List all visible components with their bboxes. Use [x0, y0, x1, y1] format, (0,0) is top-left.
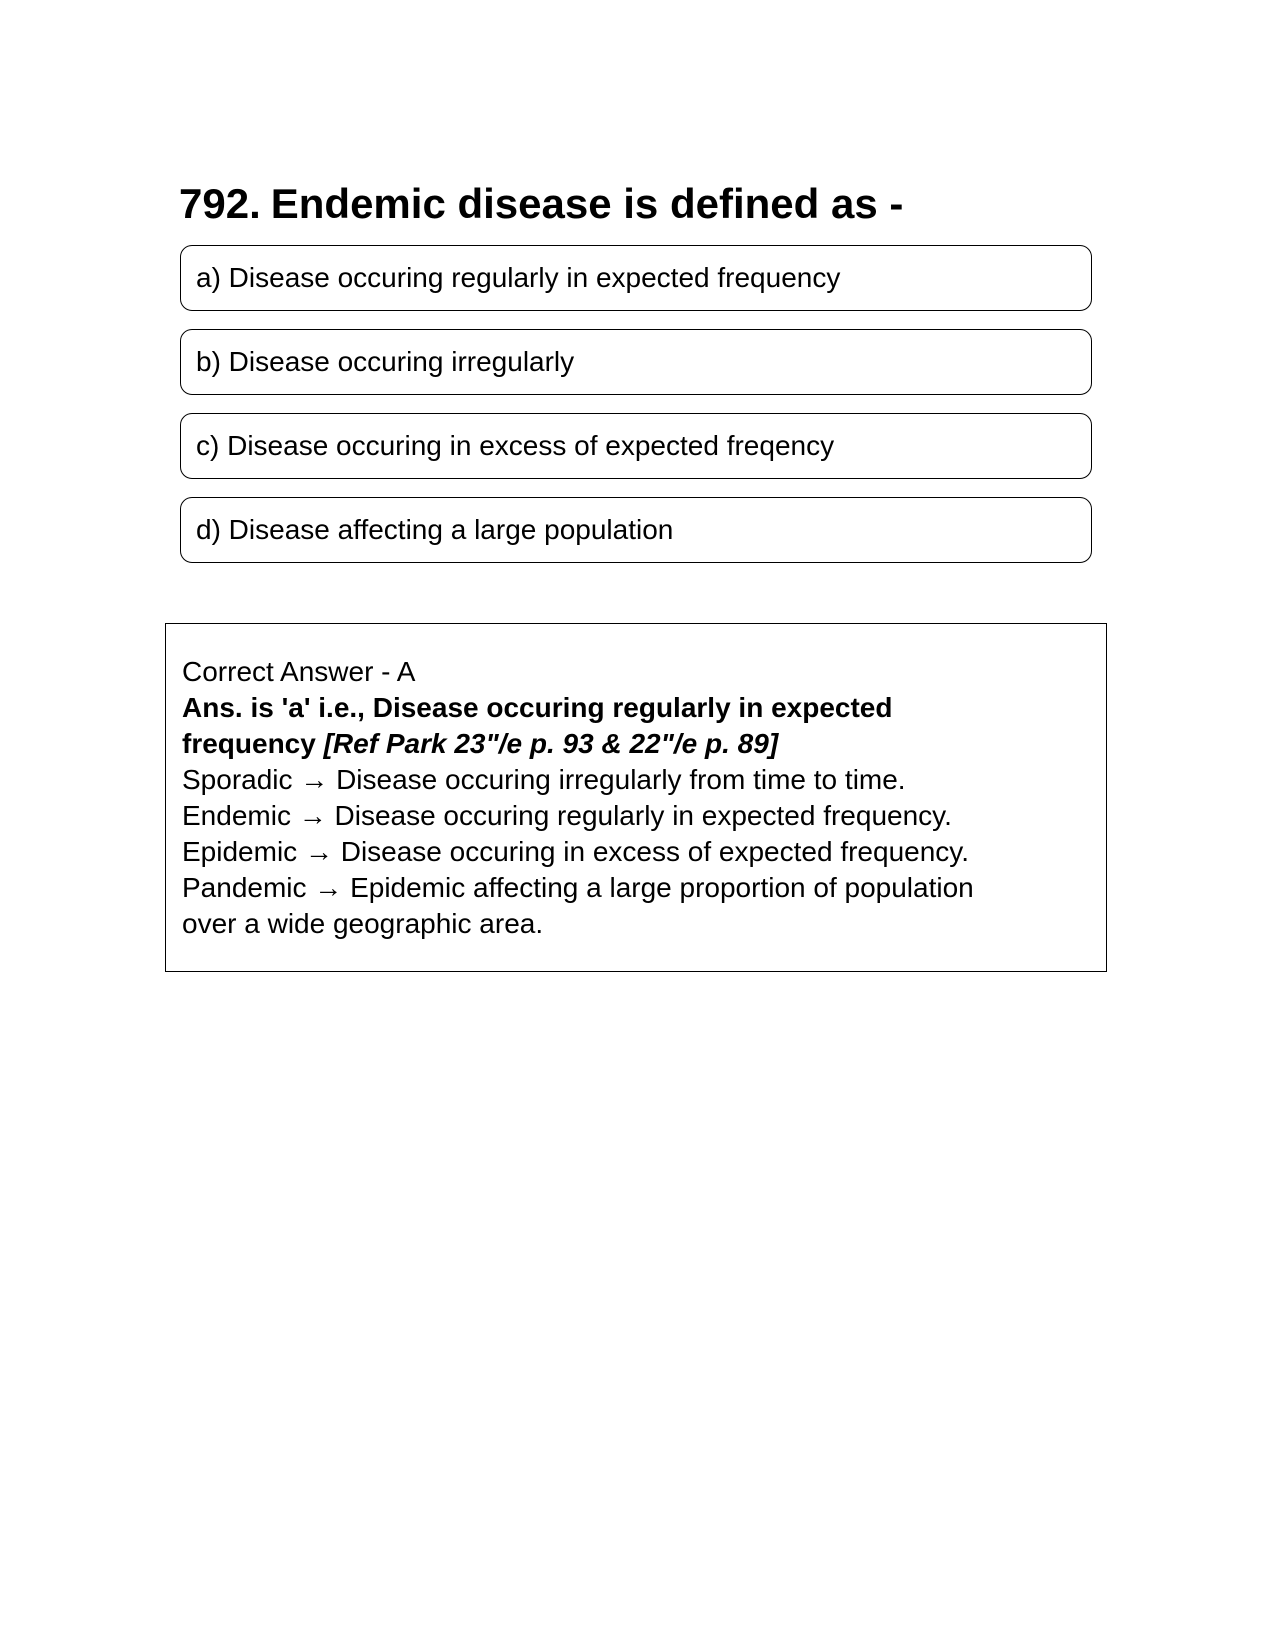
definition-epidemic: Epidemic → Disease occuring in excess of expected frequency. [182, 836, 969, 867]
question-number: 792. [179, 180, 261, 227]
question-title [179, 178, 903, 230]
definition-pandemic-continued: over a wide geographic area. [182, 908, 544, 939]
reference-citation: [Ref Park 23"/e p. 93 & 22"/e p. 89] [323, 728, 779, 759]
question-text: Endemic disease is defined as - [270, 180, 904, 227]
correct-answer-label: Correct Answer - A [182, 656, 416, 687]
answer-explanation-heading: Ans. is 'a' i.e., Disease occuring regularly in expected [182, 692, 893, 723]
definition-sporadic: Sporadic → Disease occuring irregularly from time to time. [182, 764, 906, 795]
option-a[interactable]: a) Disease occuring regularly in expected frequency [180, 245, 1092, 311]
option-d[interactable]: d) Disease affecting a large population [180, 497, 1092, 563]
option-c[interactable]: c) Disease occuring in excess of expected freqency [180, 413, 1092, 479]
definition-endemic: Endemic → Disease occuring regularly in expected frequency. [182, 800, 952, 831]
answer-explanation-box [165, 623, 1107, 972]
definition-pandemic: Pandemic → Epidemic affecting a large proportion of population [182, 872, 974, 903]
answer-explanation-heading-continued [182, 726, 1090, 762]
answer-explanation-heading-end: frequency [182, 728, 324, 759]
option-b[interactable]: b) Disease occuring irregularly [180, 329, 1092, 395]
